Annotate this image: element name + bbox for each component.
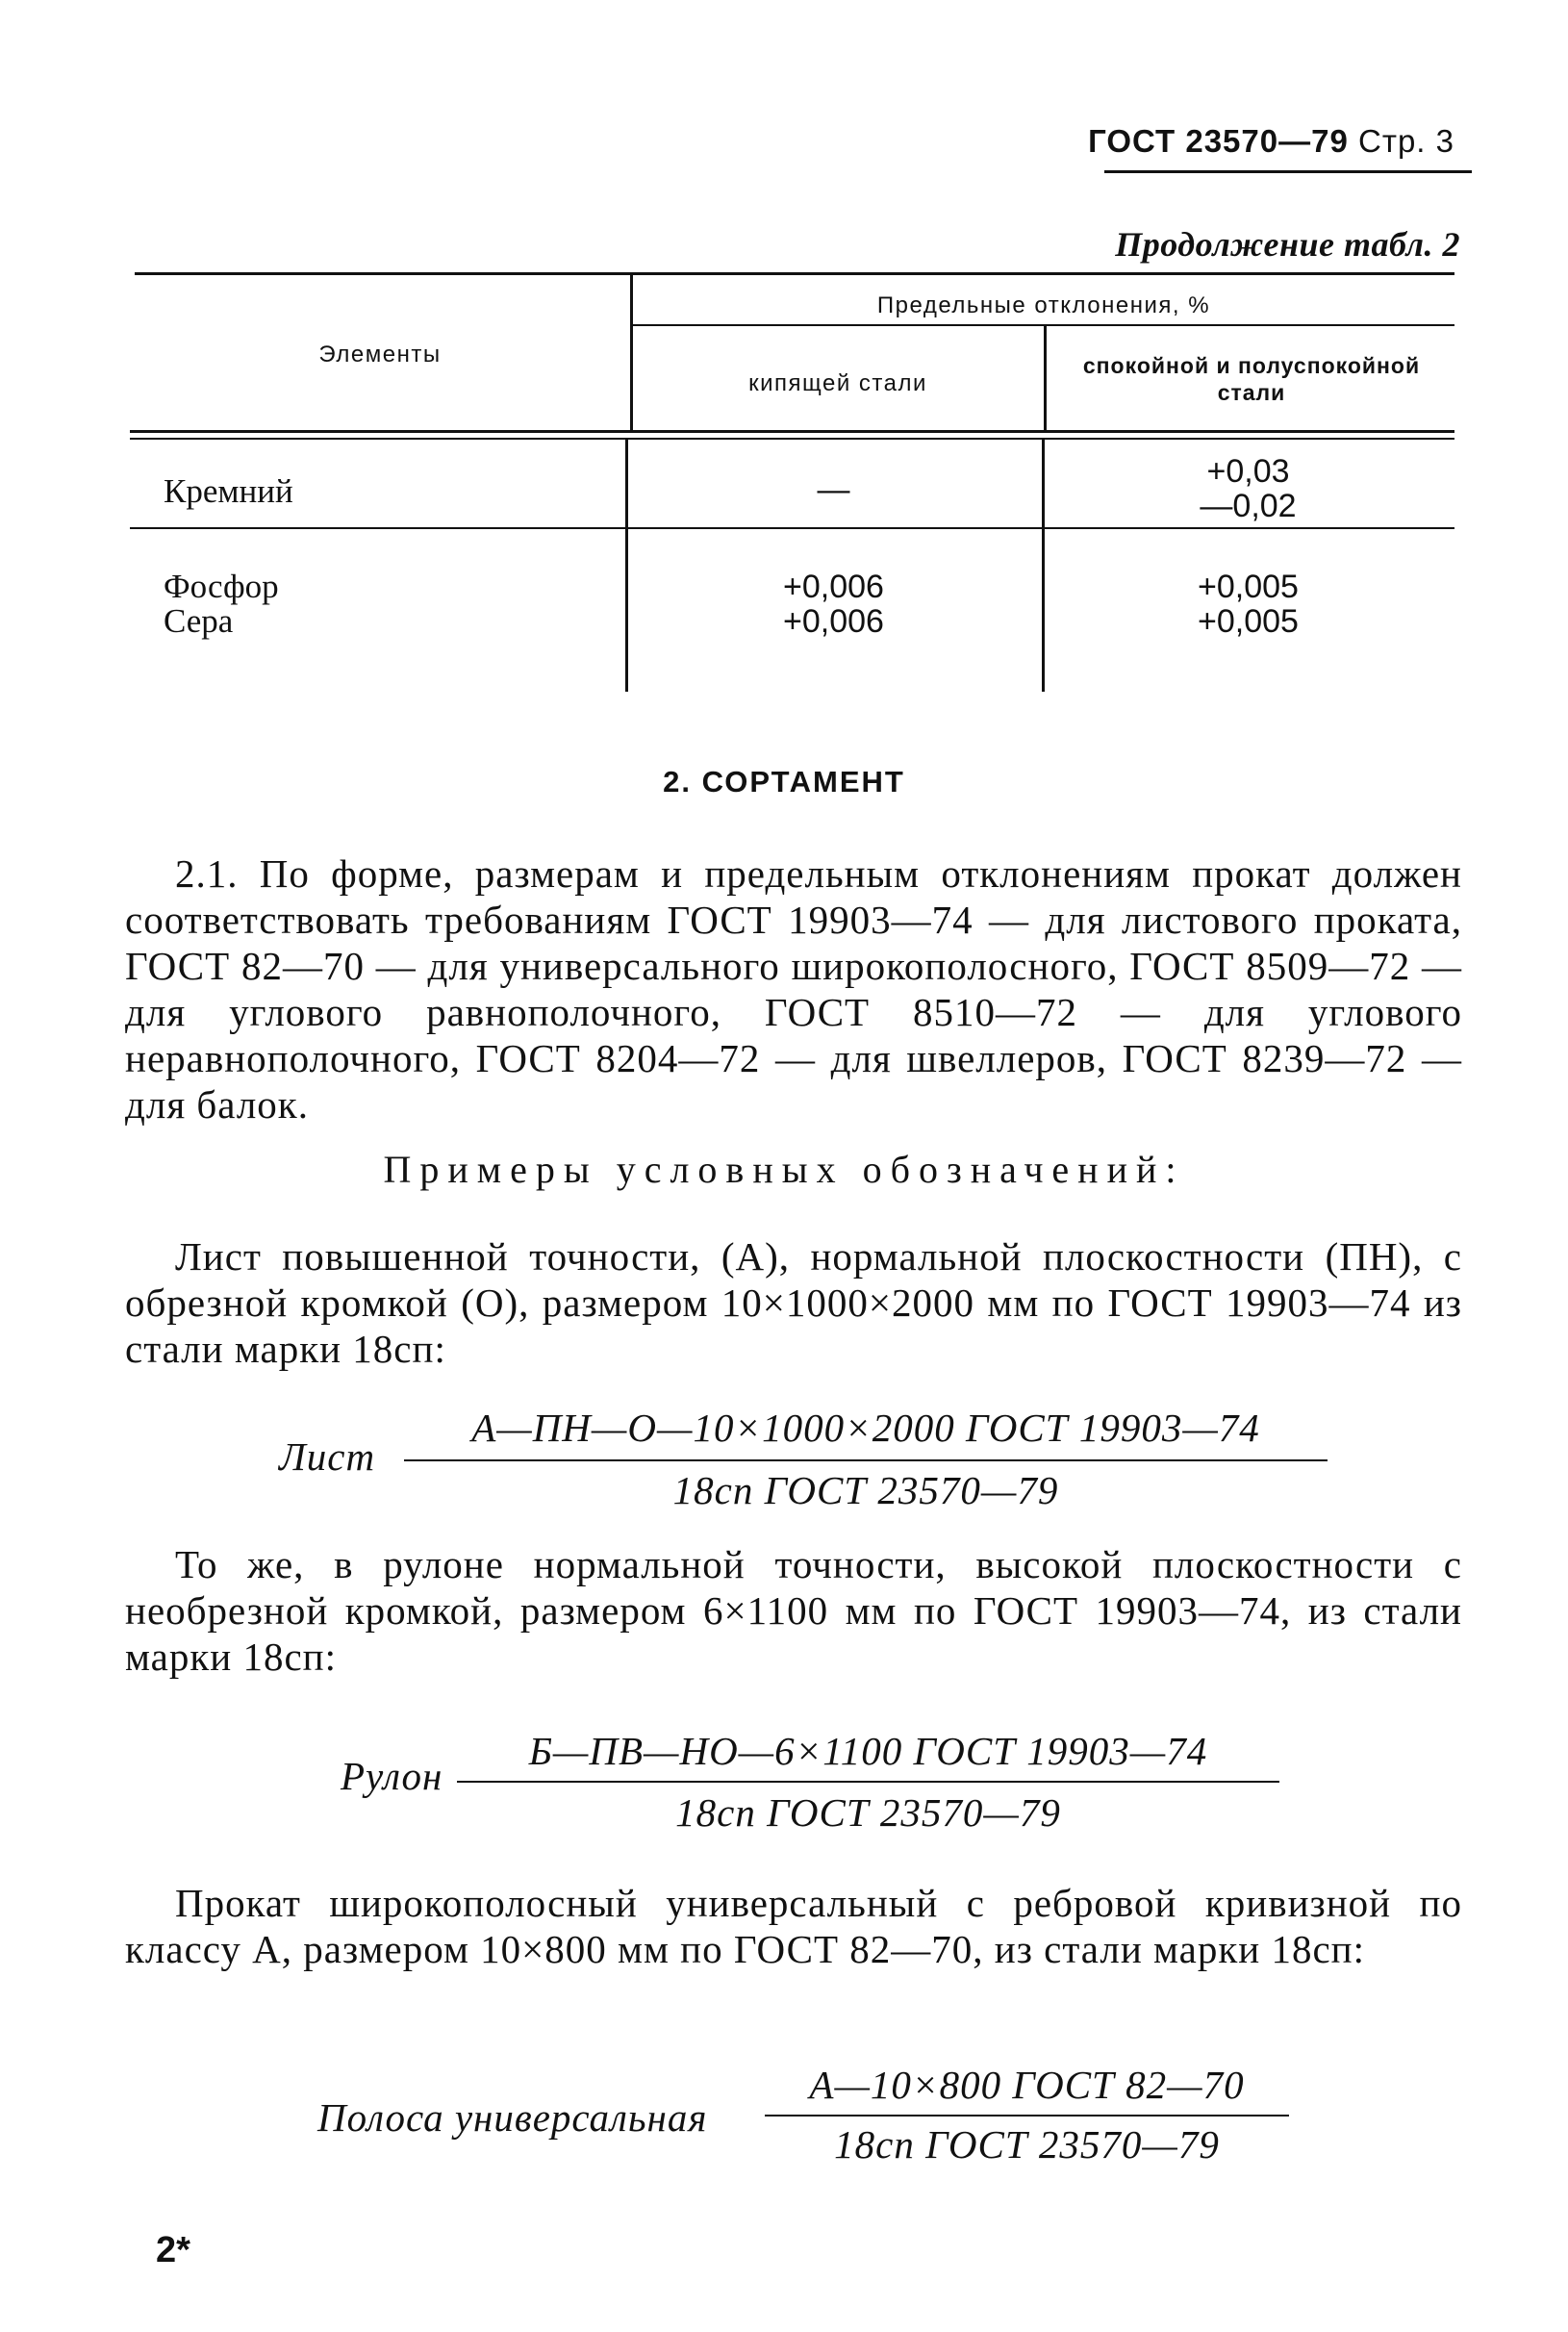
formula-1-label: Лист xyxy=(279,1434,376,1479)
col-header-elements: Элементы xyxy=(318,342,442,368)
page-number: Стр. 3 xyxy=(1358,123,1454,159)
row-element: Кремний xyxy=(164,472,293,510)
row-rule xyxy=(130,527,1454,529)
page-header xyxy=(1088,123,1454,160)
col-divider-2-head xyxy=(1044,325,1047,431)
examples-heading: Примеры условных обозначений: xyxy=(383,1148,1185,1191)
table-top-rule xyxy=(135,272,1454,275)
formula-3-denominator: 18сп ГОСТ 23570—79 xyxy=(834,2122,1220,2167)
col-header-group: Предельные отклонения, % xyxy=(876,292,1211,318)
formula-1-bar xyxy=(404,1459,1328,1461)
formula-2-bar xyxy=(457,1781,1279,1783)
formula-3-bar xyxy=(765,2115,1289,2117)
header-rule xyxy=(1104,170,1472,173)
col-divider-1-head xyxy=(630,274,633,431)
row-boiling: — xyxy=(817,471,850,508)
formula-3-numerator: А—10×800 ГОСТ 82—70 xyxy=(809,2063,1245,2107)
page-mark: 2* xyxy=(156,2230,190,2270)
col-header-calm: спокойной и полуспокойной стали xyxy=(1082,353,1421,405)
row-calm: +0,005 xyxy=(1198,569,1299,605)
header-bottom-rule xyxy=(130,430,1454,433)
row-calm: +0,005 xyxy=(1198,603,1299,640)
example-1-text: Лист повышенной точности, (А), нормальной плоскостности (ПН), с обрезной кромкой (О), размером 10×1000×2000 мм по ГОСТ 19903—74 из стали марки 18сп: xyxy=(125,1234,1462,1371)
row-calm: +0,03 xyxy=(1206,453,1290,490)
table-continuation: Продолжение табл. 2 xyxy=(1115,225,1460,264)
row-element: Сера xyxy=(164,602,234,640)
formula-1-denominator: 18сп ГОСТ 23570—79 xyxy=(672,1468,1059,1512)
row-calm-2: —0,02 xyxy=(1200,488,1297,524)
example-2-text: То же, в рулоне нормальной точности, высокой плоскостности с необрезной кромкой, размером 6×1100 мм по ГОСТ 19903—74, из стали марки 18сп: xyxy=(125,1542,1462,1679)
row-boiling: +0,006 xyxy=(783,569,884,605)
section-title: 2. СОРТАМЕНТ xyxy=(663,765,905,798)
formula-2-numerator: Б—ПВ—НО—6×1100 ГОСТ 19903—74 xyxy=(528,1729,1208,1773)
gost-number: ГОСТ 23570—79 xyxy=(1088,123,1349,159)
col-header-boiling: кипящей стали xyxy=(748,370,927,396)
formula-2-label: Рулон xyxy=(341,1754,443,1798)
formula-1-numerator: А—ПН—О—10×1000×2000 ГОСТ 19903—74 xyxy=(471,1406,1260,1450)
formula-3-label: Полоса универсальная xyxy=(317,2095,708,2140)
row-boiling: +0,006 xyxy=(783,603,884,640)
paragraph-2-1: 2.1. По форме, размерам и предельным отклонениям прокат должен соответствовать требованиям ГОСТ 19903—74 — для листового проката, ГОСТ 82—70 — для универсального широкополосного, ГОСТ 8509—72 — для углового равнополочного, ГОСТ 8510—72 — для углового неравнополочного, ГОСТ 8204—72 — для швеллеров, ГОСТ 8239—72 — для балок. xyxy=(125,851,1462,1127)
row-element: Фосфор xyxy=(164,568,279,605)
formula-2-denominator: 18сп ГОСТ 23570—79 xyxy=(675,1790,1061,1835)
example-3-text: Прокат широкополосный универсальный с ребровой кривизной по классу А, размером 10×800 мм по ГОСТ 82—70, из стали марки 18сп: xyxy=(125,1881,1462,1971)
header-bottom-rule-2 xyxy=(130,438,1454,440)
